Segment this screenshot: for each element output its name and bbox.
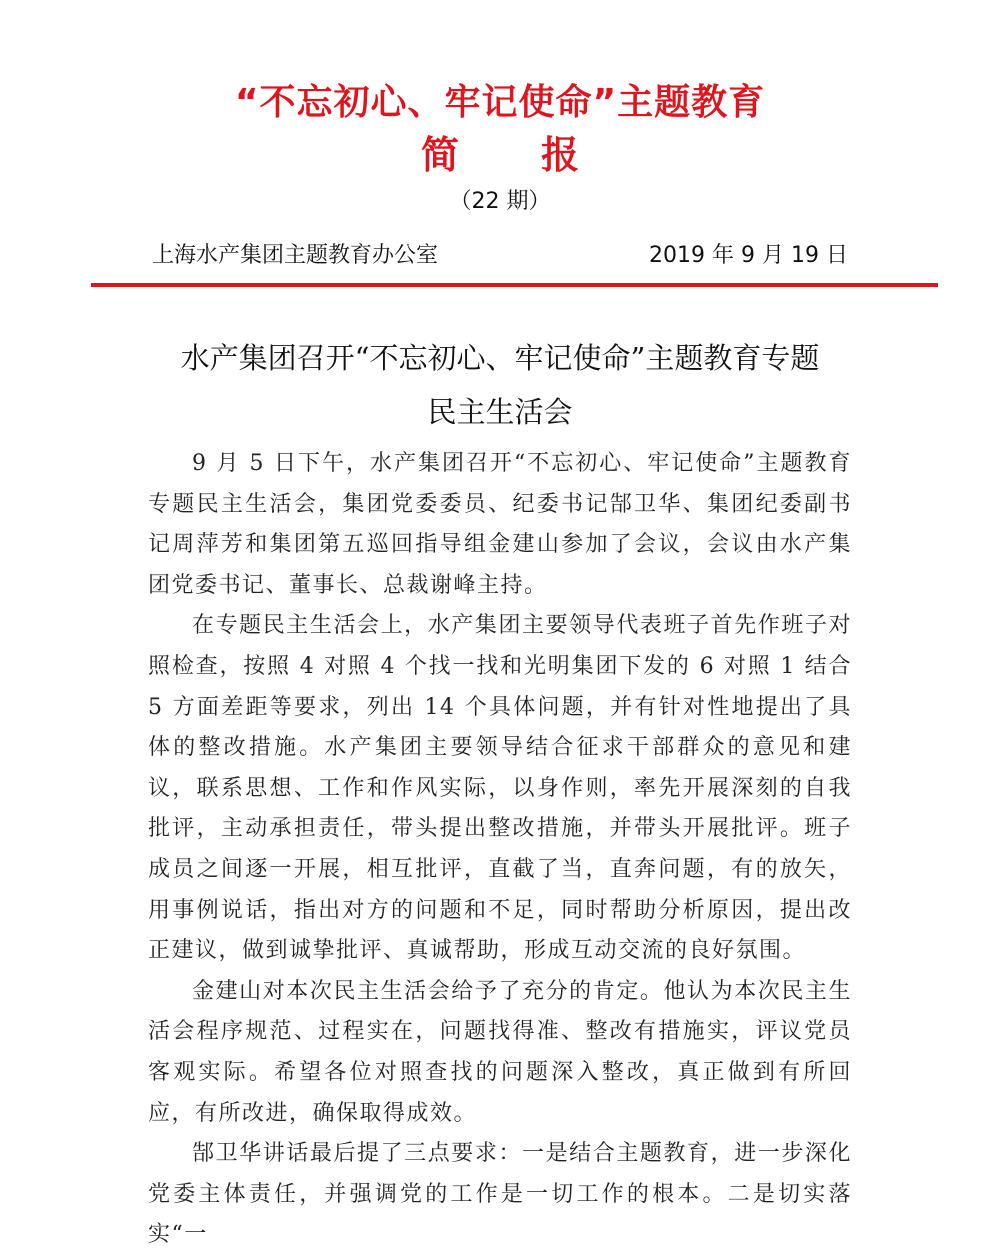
issue-date: 2019 年 9 月 19 日 [649, 243, 848, 268]
paragraph: 金建山对本次民主生活会给予了充分的肯定。他认为本次民主生活会程序规范、过程实在，问题找得准、整改有措施实，评议党员客观实际。希望各位对照查找的问题深入整改，真正做到有所回应，有所改进，确保取得成效。 [148, 978, 852, 1126]
masthead-subtitle [0, 124, 1000, 179]
article-title-line-1: 水产集团召开“不忘初心、牢记使命”主题教育专题 [180, 341, 820, 375]
paragraph: 在专题民主生活会上，水产集团主要领导代表班子首先作班子对照检查，按照 4 对照 4 个找一找和光明集团下发的 6 对照 1 结合 5 方面差距等要求，列出 14 个具体问题，并有针对性地提出了具体的整改措施。水产集团主要领导结合征求干部群众的意见和建议，联系思想、工作和作风实际，以身作则，率先开展深刻的自我批评，主动承担责任，带头提出整改措施，并带头开展批评。班子成员之间逐一开展，相互批评，直截了当，直奔问题，有的放矢，用事例说话，指出对方的问题和不足，同时帮助分析原因，提出改正建议，做到诚挚批评、真诚帮助，形成互动交流的良好氛围。 [148, 613, 852, 964]
masthead-subtitle-char-1: 简 [420, 133, 459, 177]
masthead-title: “不忘初心、牢记使命”主题教育 [234, 82, 766, 123]
article-body [148, 444, 852, 1256]
paragraph: 郜卫华讲话最后提了三点要求：一是结合主题教育，进一步深化党委主体责任，并强调党的工作是一切工作的根本。二是切实落实“一 [148, 1141, 852, 1248]
masthead-subtitle-char-2: 报 [541, 133, 580, 177]
issue-number: （22 期） [449, 189, 551, 214]
article-title-line-2: 民主生活会 [427, 395, 573, 429]
issuer: 上海水产集团主题教育办公室 [152, 243, 439, 268]
paragraph: 9 月 5 日下午，水产集团召开“不忘初心、牢记使命”主题教育专题民主生活会，集团党委委员、纪委书记郜卫华、集团纪委副书记周萍芳和集团第五巡回指导组金建山参加了会议，会议由水产集团党委书记、董事长、总裁谢峰主持。 [148, 451, 852, 598]
red-divider [91, 283, 938, 287]
